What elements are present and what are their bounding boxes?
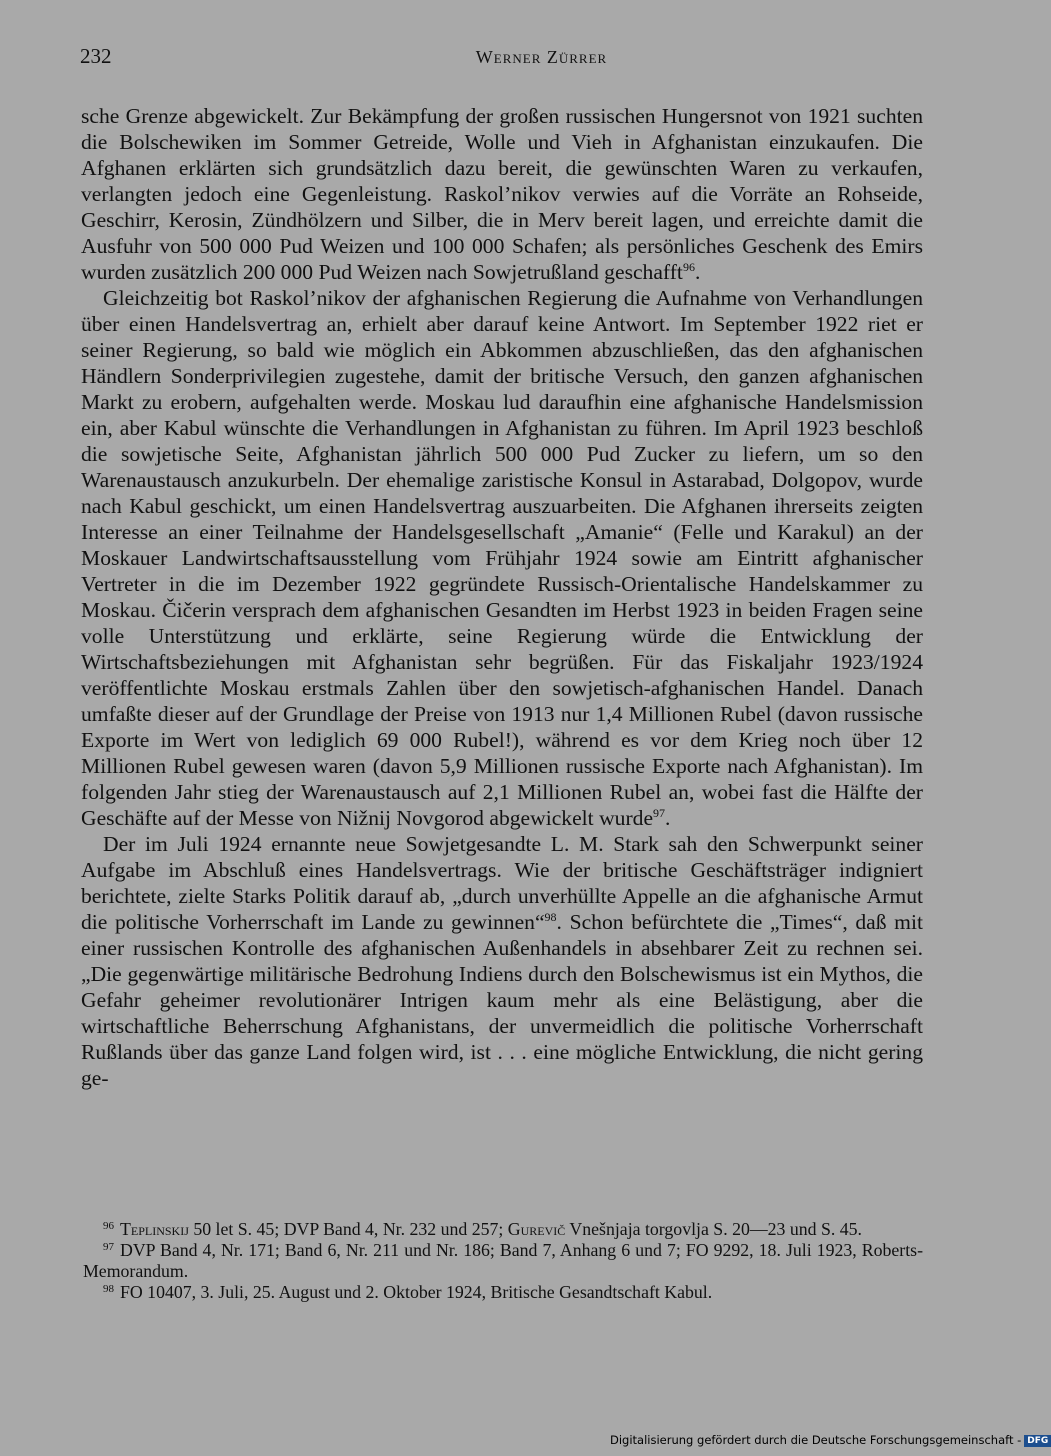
footnote-text: FO 10407, 3. Juli, 25. August und 2. Oktober 1924, Britische Gesandtschaft Kabul. — [120, 1282, 713, 1302]
paragraph-1 — [81, 103, 923, 285]
paragraph-tail: . Schon befürchtete die „Times“, daß mit einer russischen Kontrolle des afghanischen Außenhandels in absehbarer Zeit zu rechnen sei. „Die gegenwärtige militärische Bedrohung Indiens durch den Bolschewismus ist ein Mythos, die Gefahr geheimer revolutionärer Intrigen kaum mehr als eine Belästigung, aber die wirtschaftliche Beherrschung Afghanistans, der unvermeidlich die politische Vorherrschaft Rußlands über das ganze Land folgen wird, ist . . . eine mögliche Entwicklung, die nicht gering ge- — [81, 910, 923, 1090]
paragraph-text: Der im Juli 1924 ernannte neue Sowjetgesandte L. M. Stark sah den Schwerpunkt seiner Aufgabe im Abschluß eines Handelsvertrags. Wie der britische Geschäftsträger indigniert berichtete, zielte Starks Politik darauf ab, „durch unverhüllte Appelle an die afghanische Armut die politische Vorherrschaft im Lande zu gewinnen“ — [81, 832, 923, 934]
page-header — [80, 44, 923, 74]
footer-text: Digitalisierung gefördert durch die Deutsche Forschungsgemeinschaft - — [610, 1433, 1022, 1447]
paragraph-2 — [81, 285, 923, 831]
body-text — [81, 103, 923, 1091]
paragraph-text: Gleichzeitig bot Raskol’nikov der afghanischen Regierung die Aufnahme von Verhandlungen über einen Handelsvertrag an, erhielt aber darauf keine Antwort. Im September 1922 riet er seiner Regierung, so bald wie möglich ein Abkommen abzuschließen, das den afghanischen Händlern Sonderprivilegien zugestehe, damit der britische Versuch, den ganzen afghanischen Markt zu erobern, aufgehalten werde. Moskau lud daraufhin eine afghanische Handelsmission ein, aber Kabul wünschte die Verhandlungen in Afghanistan zu führen. Im April 1923 beschloß die sowjetische Seite, Afghanistan jährlich 500 000 Pud Zucker zu liefern, um so den Warenaustausch anzukurbeln. Der ehemalige zaristische Konsul in Astarabad, Dolgopov, wurde nach Kabul geschickt, um einen Handelsvertrag auszuarbeiten. Die Afghanen ihrerseits zeigten Interesse an einer Teilnahme der Handelsgesellschaft „Amanie“ (Felle und Karakul) an der Moskauer Landwirtschaftsausstellung vom Frühjahr 1924 sowie am Eintritt afghanischer Vertreter in die im Dezember 1922 gegründete Russisch-Orientalische Handelskammer zu Moskau. Čičerin versprach dem afghanischen Gesandten im Herbst 1923 in beiden Fragen seine volle Unterstützung und erklärte, seine Regierung würde die Entwicklung der Wirtschaftsbeziehungen mit Afghanistan sehr begrüßen. Für das Fiskaljahr 1923/1924 veröffentlichte Moskau erstmals Zahlen über den sowjetisch-afghanischen Handel. Danach umfaßte dieser auf der Grundlage der Preise von 1913 nur 1,4 Millionen Rubel (davon russische Exporte im Wert von lediglich 69 000 Rubel!), während es vor dem Krieg noch über 12 Millionen Rubel gewesen waren (davon 5,9 Millionen russische Exporte nach Afghanistan). Im folgenden Jahr stieg der Warenaustausch auf 2,1 Millionen Rubel an, wobei fast die Hälfte der Geschäfte auf der Messe von Nižnij Novgorod abgewickelt wurde — [81, 286, 923, 830]
footnotes — [83, 1219, 923, 1303]
footnote-97 — [83, 1240, 923, 1282]
paragraph-3 — [81, 831, 923, 1091]
paragraph-tail: . — [665, 806, 671, 830]
footnote-author: Teplinskij — [120, 1219, 189, 1239]
footnote-text: 50 let S. 45; DVP Band 4, Nr. 232 und 257; — [188, 1219, 508, 1239]
running-head: Werner Zürrer — [475, 47, 608, 67]
footnote-author: Gurevič — [507, 1219, 566, 1239]
footnote-96 — [83, 1219, 923, 1240]
footnote-mark: 96 — [103, 1220, 114, 1232]
dfg-logo-icon: DFG — [1024, 1435, 1051, 1447]
footnote-ref-96[interactable]: 96 — [682, 260, 695, 274]
footnote-ref-98[interactable]: 98 — [544, 910, 557, 924]
footnote-98 — [83, 1282, 923, 1303]
footnote-mark: 98 — [103, 1283, 114, 1295]
footnote-text: Vnešnjaja torgovlja S. 20—23 und S. 45. — [565, 1219, 862, 1239]
footnote-text: DVP Band 4, Nr. 171; Band 6, Nr. 211 und Nr. 186; Band 7, Anhang 6 und 7; FO 9292, 18. Juli 1923, Roberts-Memorandum. — [83, 1240, 923, 1281]
paragraph-text: sche Grenze abgewickelt. Zur Bekämpfung der großen russischen Hungersnot von 1921 suchten die Bolschewiken im Sommer Getreide, Wolle und Vieh in Afghanistan einzukaufen. Die Afghanen erklärten sich grundsätzlich dazu bereit, die gewünschten Waren zu verkaufen, verlangten jedoch eine Gegenleistung. Raskol’nikov verwies auf die Vorräte an Rohseide, Geschirr, Kerosin, Zündhölzern und Silber, die in Merv bereit lagen, und erreichte damit die Ausfuhr von 500 000 Pud Weizen und 100 000 Schafen; als persönliches Geschenk des Emirs wurden zusätzlich 200 000 Pud Weizen nach Sowjetrußland geschafft — [81, 104, 923, 284]
digitization-footer — [610, 1433, 1051, 1447]
page-number: 232 — [80, 44, 112, 68]
footnote-ref-97[interactable]: 97 — [653, 806, 666, 820]
footnote-mark: 97 — [103, 1241, 114, 1253]
paragraph-tail: . — [694, 260, 701, 284]
